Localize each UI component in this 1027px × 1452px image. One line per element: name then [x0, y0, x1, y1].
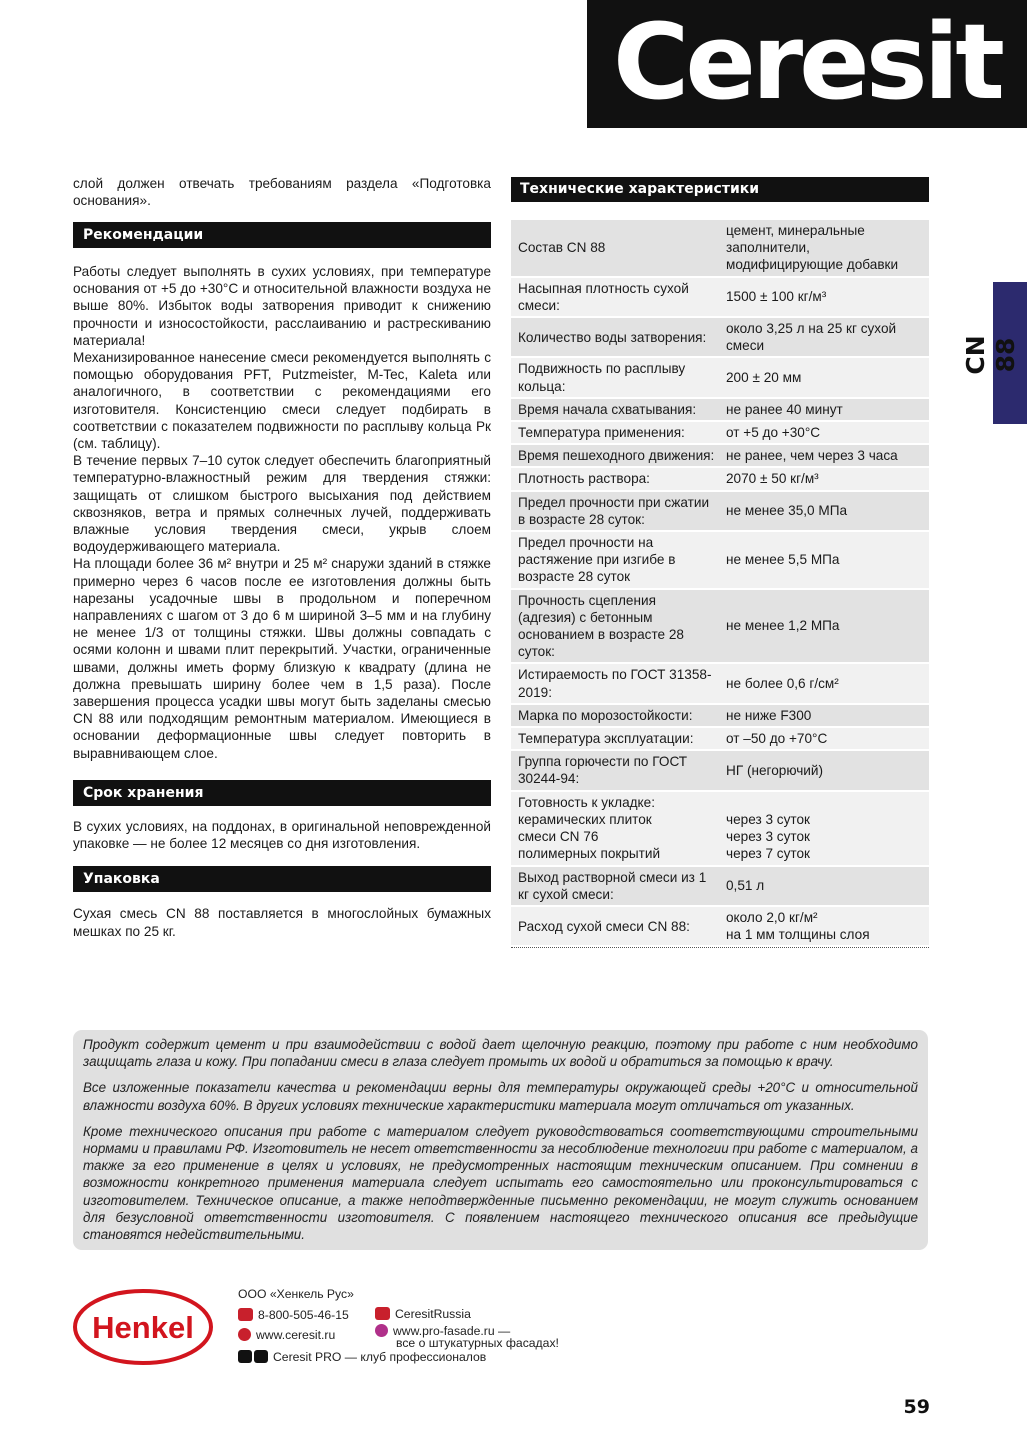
phone-icon: [238, 1308, 253, 1321]
vk-contact: [375, 1307, 471, 1322]
spec-row: [511, 358, 929, 398]
left-column: [73, 175, 491, 940]
website-contact: [238, 1328, 335, 1343]
brand-logo-text: Ceresit: [613, 1, 1001, 123]
recommendation-paragraph: Работы следует выполнять в сухих условиях, при температуре основания от +5 до +30°С и относительной влажности воздуха не выше 80%. Избыток воды затворения приводит к снижению прочности и износостойкости, расслаиванию и растрескиванию материала!: [73, 264, 491, 348]
spec-row: [511, 751, 929, 791]
storage-text: В сухих условиях, на поддонах, в оригинальной неповрежденной упаковке — не более 12 месяцев со дня изготовления.: [73, 818, 491, 852]
spec-key: Температура применения:: [518, 425, 685, 441]
spec-row: [511, 492, 929, 532]
spec-value: не ниже F300: [726, 707, 812, 723]
spec-key: Количество воды затворения:: [518, 329, 707, 345]
spec-key: Состав CN 88: [518, 240, 606, 256]
recommendation-paragraph: В течение первых 7–10 суток следует обеспечить благоприятный температурно-влажностный режим для твердения стяжки: защищать от слишком быстрого высыхания под действием сквозняков, ветра и прямых солнечных лучей, поддерживать влажные условия твердения смеси, укрыв слоем водоудерживающего материала.: [73, 453, 491, 555]
spec-key: Подвижность по расплыву кольца:: [518, 361, 686, 394]
website2-description: все о штукатурных фасадах!: [396, 1336, 559, 1350]
spec-value: около 3,25 л на 25 кг сухой смеси: [726, 321, 897, 354]
spec-row: [511, 705, 929, 728]
spec-key: Прочность сцепления (адгезия) с бетонным основанием в возрасте 28 суток:: [518, 592, 684, 660]
spec-value: около 2,0 кг/м² на 1 мм толщины слоя: [726, 909, 870, 943]
intro-text: слой должен отвечать требованиям раздела «Подготовка основания».: [73, 176, 491, 209]
spec-key: Расход сухой смеси CN 88:: [518, 918, 690, 934]
spec-key: Выход растворной смеси из 1 кг сухой смеси:: [518, 869, 707, 902]
spec-row: [511, 468, 929, 491]
packaging-text: Сухая смесь CN 88 поставляется в многослойных бумажных мешках по 25 кг.: [73, 906, 491, 939]
social-icon: [375, 1307, 390, 1320]
spec-key: Предел прочности при сжатии в возрасте 28 суток:: [518, 494, 710, 527]
spec-row: [511, 590, 929, 665]
spec-value: не менее 1,2 МПа: [726, 618, 840, 634]
specs-heading: Технические характеристики: [511, 177, 929, 202]
packaging-heading: Упаковка: [73, 866, 491, 892]
website-link[interactable]: www.ceresit.ru: [256, 1328, 336, 1342]
spec-row: [511, 422, 929, 445]
spec-key: Температура эксплуатации:: [518, 731, 694, 747]
spec-value: 1500 ± 100 кг/м³: [726, 289, 827, 305]
spec-key: Предел прочности на растяжение при изгибе в возрасте 28 суток: [518, 535, 676, 585]
spec-value: 2070 ± 50 кг/м³: [726, 471, 819, 487]
spec-key: Плотность раствора:: [518, 471, 650, 487]
recommendations-body: [73, 263, 491, 762]
spec-value: через 3 суток через 3 суток через 7 суток: [726, 811, 810, 862]
company-name: ООО «Хенкель Рус»: [238, 1287, 354, 1301]
vk-link[interactable]: CeresitRussia: [395, 1307, 471, 1321]
globe-icon: [238, 1328, 251, 1341]
henkel-logo-text: Henkel: [92, 1310, 194, 1345]
spec-value: не ранее 40 минут: [726, 401, 843, 417]
recommendation-paragraph: На площади более 36 м² внутри и 25 м² снаружи зданий в стяжке примерно через 6 часов после ее изготовления должны быть нарезаны усадочные швы в продольном и поперечном направлениях с шагом от 3 до 6 м шириной 3–5 мм и на глубину не менее 1/3 от толщины стяжки. Швы должны совпадать с осями колонн и швами плит перекрытий. Участки, ограниченные швами, должны иметь форму близкую к квадрату (длина не должна превышать ширину более чем в 1,5 раза). После завершения процесса усадки швы могут быть заделаны смесью CN 88 или подходящим ремонтным материалом. Имеющиеся в основании деформационные швы следует повторить в выравнивающем слое.: [73, 556, 491, 761]
club-text: Ceresit PRO — клуб профессионалов: [273, 1350, 487, 1364]
notice-paragraph: Кроме технического описания при работе с материалом следует руководствоваться соответствующими строительными нормами и правилами РФ. Изготовитель не несет ответственности за несоблюдение технологии при работе с материалом, а также за его применение в целях и условиях, не предусмотренных настоящим техническим описанием. При сомнении в возможности конкретного применения материала следует испытать его самостоятельно или проконсультироваться с изготовителем. Техническое описание, а также неподтвержденные письменно рекомендации, не могут служить основанием для безусловной ответственности изготовителя. С появлением настоящего технического описания все предыдущие становятся недействительными.: [83, 1123, 918, 1243]
spec-value: 200 ± 20 мм: [726, 370, 802, 386]
spec-value: не менее 5,5 МПа: [726, 552, 840, 568]
product-code-label: CN 88: [961, 335, 1020, 375]
brand-logo: [587, 0, 1027, 128]
spec-row: [511, 399, 929, 422]
specs-table: [511, 220, 929, 948]
spec-row: [511, 792, 929, 867]
specs-section: [511, 177, 929, 948]
spec-value: цемент, минеральные заполнители, модифицирующие добавки: [726, 223, 899, 273]
notice-box: [73, 1030, 928, 1250]
spec-row: [511, 728, 929, 751]
page-number: 59: [903, 1396, 930, 1418]
spec-value: не ранее, чем через 3 часа: [726, 448, 898, 464]
spec-row: [511, 907, 929, 947]
spec-key: Группа горючести по ГОСТ 30244-94:: [518, 754, 688, 787]
spec-row: [511, 278, 929, 318]
spec-key: Истираемость по ГОСТ 31358-2019:: [518, 667, 712, 700]
app-store-icon[interactable]: [254, 1350, 268, 1363]
spec-row: [511, 532, 929, 590]
globe-icon: [375, 1324, 388, 1337]
phone-contact: [238, 1308, 349, 1323]
spec-key: Время пешеходного движения:: [518, 448, 715, 464]
spec-value: не более 0,6 г/см²: [726, 676, 839, 692]
spec-row: [511, 867, 929, 907]
spec-key: Марка по морозостойкости:: [518, 707, 693, 723]
recommendation-paragraph: Механизированное нанесение смеси рекомендуется выполнять с помощью оборудования PFT, Putzmeister, M-Tec, Kaleta или аналогичного, в соответствии с рекомендациями его изготовителя. Консистенцию смеси следует подбирать в соответствии с показателем подвижности по расплыву кольца Рк (см. таблицу).: [73, 350, 491, 452]
spec-row: [511, 664, 929, 704]
storage-heading: Срок хранения: [73, 780, 491, 806]
spec-row: [511, 318, 929, 358]
club-contact: [238, 1350, 486, 1365]
spec-value: НГ (негорючий): [726, 762, 824, 778]
spec-row: [511, 445, 929, 468]
google-play-icon[interactable]: [238, 1350, 252, 1363]
spec-value: от +5 до +30°С: [726, 425, 821, 441]
recommendations-heading: Рекомендации: [73, 222, 491, 248]
notice-paragraph: Все изложенные показатели качества и рекомендации верны для температуры окружающей среды +20°С и относительной влажности воздуха 60%. В других условиях технические характеристики материала могут отличаться от указанных.: [83, 1080, 918, 1113]
spec-value: от –50 до +70°С: [726, 731, 828, 747]
website2-link[interactable]: www.pro-fasade.ru —: [393, 1324, 511, 1338]
spec-value: не менее 35,0 МПа: [726, 503, 848, 519]
phone-number[interactable]: 8-800-505-46-15: [258, 1308, 349, 1322]
spec-key: Готовность к укладке: керамических плиток смеси CN 76 полимерных покрытий: [518, 794, 661, 862]
spec-key: Насыпная плотность сухой смеси:: [518, 280, 689, 313]
spec-value: 0,51 л: [726, 878, 765, 894]
henkel-logo: [72, 1288, 214, 1366]
notice-paragraph: Продукт содержит цемент и при взаимодействии с водой дает щелочную реакцию, поэтому при работе с ним необходимо защищать глаза и кожу. При попадании смеси в глаза следует промыть их водой и обратиться за помощью к врачу.: [83, 1037, 918, 1070]
spec-key: Время начала схватывания:: [518, 401, 697, 417]
spec-row: [511, 220, 929, 278]
